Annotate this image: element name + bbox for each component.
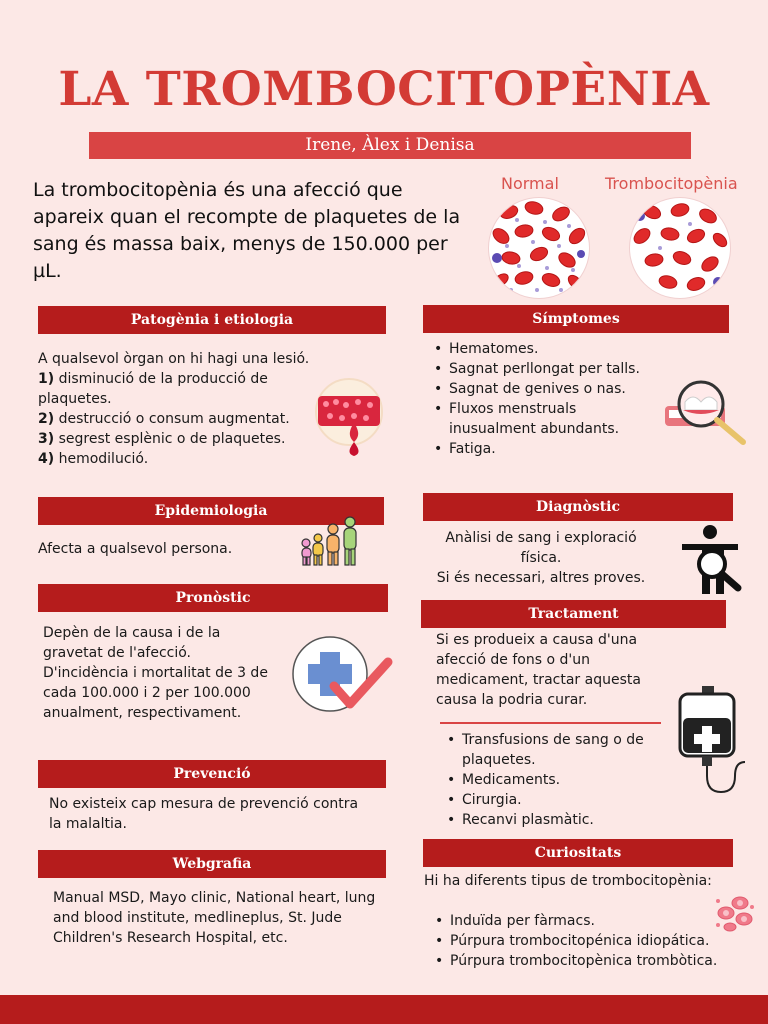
prevencio-header: Prevenció xyxy=(38,760,386,788)
tractament-text: Si es produeix a causa d'una afecció de fons o d'un medicament, tractar aquesta causa la podria curar. xyxy=(436,632,641,708)
list-item: • Fatiga. xyxy=(431,439,651,459)
patogenia-intro: A qualsevol òrgan on hi hagi una lesió. xyxy=(38,351,310,367)
diagnostic-text-2: Si és necessari, altres proves. xyxy=(436,570,646,586)
webgrafia-text: Manual MSD, Mayo clinic, National heart, lung and blood institute, medlineplus, St. Jude Children's Research Hospital, etc. xyxy=(53,890,376,946)
list-item: • Medicaments. xyxy=(444,770,674,790)
divider xyxy=(440,722,661,724)
curiositats-header: Curiositats xyxy=(423,839,733,867)
magnifier-gums-icon xyxy=(663,380,749,456)
patogenia-item: 1) disminució de la producció de plaquetes. xyxy=(38,371,268,407)
prevencio-text: No existeix cap mesura de prevenció contra la malaltia. xyxy=(49,796,359,832)
list-item: • Sagnat de genives o nas. xyxy=(431,379,651,399)
blood-vessel-icon xyxy=(314,378,384,462)
epidemiologia-header: Epidemiologia xyxy=(38,497,384,525)
normal-blood-image xyxy=(489,198,589,298)
webgrafia-header: Webgrafia xyxy=(38,850,386,878)
curiositats-text: Hi ha diferents tipus de trombocitopènia: xyxy=(424,873,712,889)
normal-label: Normal xyxy=(501,174,559,193)
pronostic-header: Pronòstic xyxy=(38,584,388,612)
list-item: • Sagnat perllongat per talls. xyxy=(431,359,651,379)
list-item: • Cirurgia. xyxy=(444,790,674,810)
blood-cells-icon xyxy=(712,893,756,937)
family-icon xyxy=(300,515,362,571)
tractament-list xyxy=(444,730,674,830)
list-item: • Púrpura trombocitopénica idiopática. xyxy=(432,931,752,951)
pronostic-text-2: D'incidència i mortalitat de 3 de cada 100.000 i 2 per 100.000 anualment, respectivament. xyxy=(43,665,268,721)
tractament-header: Tractament xyxy=(421,600,726,628)
patogenia-item: 4) hemodilució. xyxy=(38,451,149,467)
thrombocytopenia-blood-image xyxy=(630,198,730,298)
patogenia-item: 2) destrucció o consum augmentat. xyxy=(38,411,290,427)
blood-bag-icon xyxy=(678,686,748,798)
patogenia-header: Patogènia i etiologia xyxy=(38,306,386,334)
list-item: • Recanvi plasmàtic. xyxy=(444,810,674,830)
epidemiologia-text: Afecta a qualsevol persona. xyxy=(38,541,233,557)
medical-cross-check-icon xyxy=(290,636,396,720)
thrombocytopenia-label: Trombocitopènia xyxy=(605,174,738,193)
list-item: • Púrpura trombocitopènica trombòtica. xyxy=(432,951,752,971)
list-item: • Hematomes. xyxy=(431,339,651,359)
footer-bar xyxy=(0,995,768,1024)
patogenia-item: 3) segrest esplènic o de plaquetes. xyxy=(38,431,286,447)
patogenia-content xyxy=(38,349,310,469)
list-item: • Transfusions de sang o de plaquetes. xyxy=(444,730,674,770)
normal-blood-cells-icon xyxy=(489,198,589,298)
diagnostic-text-1: Anàlisi de sang i exploració física. xyxy=(445,530,637,566)
diagnostic-header: Diagnòstic xyxy=(423,493,733,521)
pronostic-text-1: Depèn de la causa i de la gravetat de l'afecció. xyxy=(43,625,221,661)
authors-banner: Irene, Àlex i Denisa xyxy=(89,132,691,159)
simptomes-content xyxy=(431,339,651,459)
page-title: LA TROMBOCITOPÈNIA xyxy=(58,62,710,117)
pronostic-content xyxy=(43,623,281,723)
low-platelet-blood-cells-icon xyxy=(630,198,730,298)
list-item: • Fluxos menstruals inusualment abundants. xyxy=(431,399,651,439)
person-search-icon xyxy=(680,524,746,600)
diagnostic-content xyxy=(423,528,659,588)
curiositats-list xyxy=(432,911,752,971)
simptomes-header: Símptomes xyxy=(423,305,729,333)
intro-paragraph: La trombocitopènia és una afecció que apareix quan el recompte de plaquetes de la sang és massa baix, menys de 150.000 per µL. xyxy=(33,179,461,282)
list-item: • Induïda per fàrmacs. xyxy=(432,911,752,931)
